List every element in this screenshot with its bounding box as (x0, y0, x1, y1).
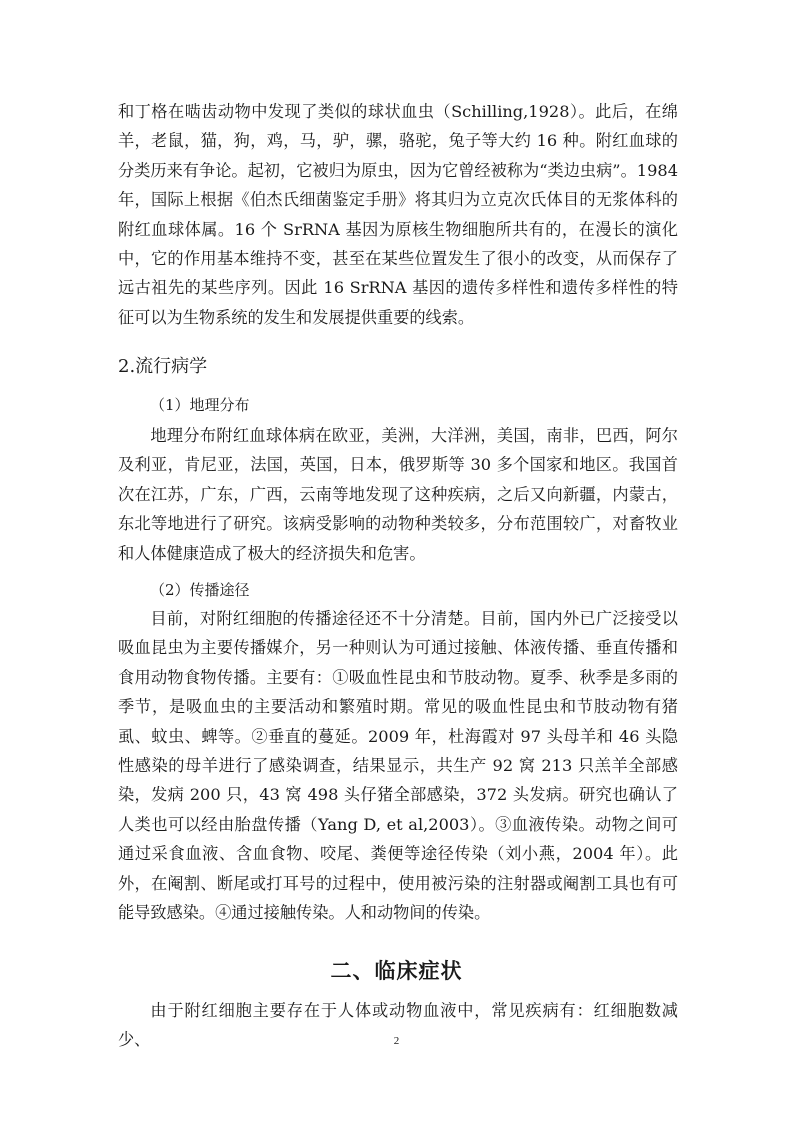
subheading-transmission-route: （2）传播途径 (150, 581, 250, 599)
page-number: 2 (393, 1035, 400, 1047)
body-paragraph-geographic-distribution: 地理分布附红血球体病在欧亚，美洲，大洋洲，美国，南非，巴西，阿尔及利亚，肯尼亚，法国，英国，日本，俄罗斯等 30 多个国家和地区。我国首次在江苏，广东，广西，云南等地发现了这种疾病，之后又向新疆，内蒙古，东北等地进行了研究。该病受影响的动物种类较多，分布范围较广，对畜牧业和人体健康造成了极大的经济损失和危害。 (118, 426, 678, 563)
chapter-heading-clinical-symptoms: 二、临床症状 (330, 958, 463, 983)
subheading-geographic-distribution: （1）地理分布 (150, 396, 250, 414)
body-paragraph-clinical-symptoms: 由于附红细胞主要存在于人体或动物血液中，常见疾病有：红细胞数减少、 (118, 1001, 678, 1050)
body-paragraph-transmission-route: 目前，对附红细胞的传播途径还不十分清楚。目前，国内外已广泛接受以吸血昆虫为主要传播媒介，另一种则认为可通过接触、体液传播、垂直传播和食用动物食物传播。主要有：①吸血性昆虫和节肢动物。夏季、秋季是多雨的季节，是吸血虫的主要活动和繁殖时期。常见的吸血性昆虫和节肢动物有猪虱、蚊虫、蜱等。②垂直的蔓延。2009 年，杜海霞对 97 头母羊和 46 头隐性感染的母羊进行了感染调查，结果显示，共生产 92 窝 213 只羔羊全部感染，发病 200 只，43 窝 498 头仔猪全部感染，372 头发病。研究也确认了人类也可以经由胎盘传播（Yang D, et al,2003）。③血液传染。动物之间可通过采食血液、含血食物、咬尾、粪便等途径传染（刘小燕，2004 年）。此外，在阉割、断尾或打耳号的过程中，使用被污染的注射器或阉割工具也有可能导致感染。④通过接触传染。人和动物间的传染。 (118, 609, 678, 923)
section-heading-epidemiology: 2.流行病学 (118, 356, 208, 377)
body-paragraph-classification: 和丁格在啮齿动物中发现了类似的球状血虫（Schilling,1928）。此后，在绵羊，老鼠，猫，狗，鸡，马，驴，骡，骆驼，兔子等大约 16 种。附红血球的分类历来有争论。起初，它被归为原虫，因为它曾经被称为“类边虫病”。1984 年，国际上根据《伯杰氏细菌鉴定手册》将其归为立克次氏体目的无浆体科的附红血球体属。16 个 SrRNA 基因为原核生物细胞所共有的，在漫长的演化中，它的作用基本维持不变，甚至在某些位置发生了很小的改变，从而保存了远古祖先的某些序列。因此 16 SrRNA 基因的遗传多样性和遗传多样性的特征可以为生物系统的发生和发展提供重要的线索。 (118, 102, 678, 327)
